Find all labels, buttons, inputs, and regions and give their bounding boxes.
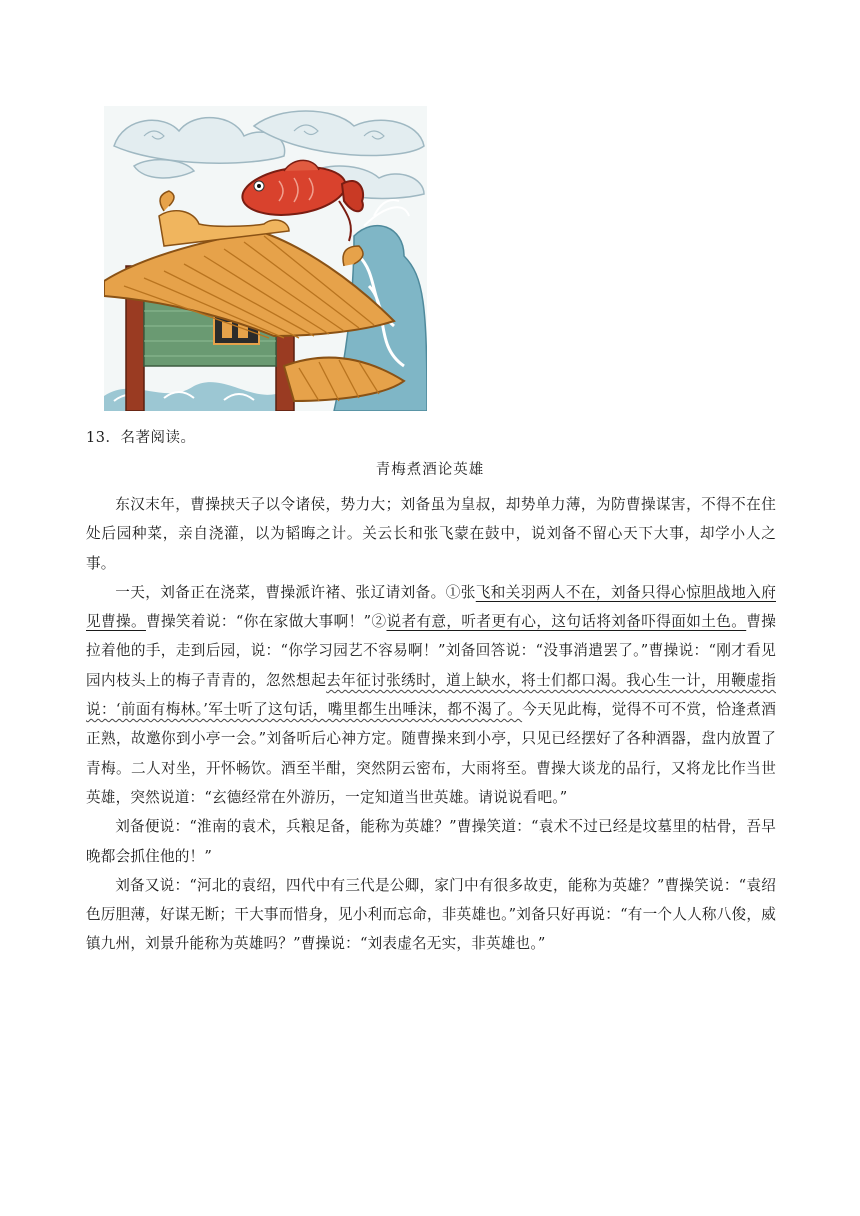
paragraph-2 [86, 578, 776, 812]
wavy-underlined-passage: 去年征讨张绣时，道上缺水，将士们都口渴。我心生一计，用鞭虚指说：‘前面有梅林。’军士听了这句话，嘴里都生出唾沫，都不渴了。 [86, 671, 776, 719]
paragraph-3: 刘备便说：“淮南的袁术，兵粮足备，能称为英雄？”曹操笑道：“袁术不过已经是坟墓里的枯骨，吾早晚都会抓住他的！” [86, 818, 776, 865]
illustration [104, 106, 427, 411]
article-body [86, 490, 776, 959]
underlined-sentence-1: 飞和关羽两人不在，刘备只得心惊胆战地入府见曹操。 [86, 583, 776, 631]
article-title: 青梅煮酒论英雄 [375, 462, 485, 478]
sentence-text: 曹操笑着说：“你在家做大事啊！”② [145, 613, 387, 631]
carp-dragon-gate-icon [104, 106, 427, 411]
question-number: 13．名著阅读。 [86, 430, 196, 446]
paragraph-1: 东汉末年，曹操挟天子以令诸侯，势力大；刘备虽为皇叔，却势单力薄，为防曹操谋害，不得不在住处后园种菜，亲自浇灌，以为韬晦之计。关云长和张飞蒙在鼓中，说刘备不留心天下大事，却学小人之事。 [86, 496, 776, 572]
sentence-text: 曹操拉着他的手，走到后园，说：“你学习园艺不容易啊！”刘备回答说：“没事消遣罢了。”曹操说：“刚才看见园内枝头上的梅子青青的，忽然想起 [86, 613, 776, 689]
underlined-sentence-2: 说者有意，听者更有心，这句话将刘备吓得面如土色。 [386, 613, 747, 631]
sentence-text: 一天，刘备正在浇菜，曹操派许褚、张辽请刘备。①张 [115, 583, 476, 601]
paragraph-4: 刘备又说：“河北的袁绍，四代中有三代是公卿，家门中有很多故吏，能称为英雄？”曹操笑说：“袁绍色厉胆薄，好谋无断；干大事而惜身，见小利而忘命，非英雄也。”刘备只好再说：“有一个人人称八俊，威镇九州，刘景升能称为英雄吗？”曹操说：“刘表虚名无实，非英雄也。” [86, 876, 776, 953]
sentence-text: 今天见此梅，觉得不可不赏，恰逢煮酒正熟，故邀你到小亭一会。”刘备听后心神方定。随曹操来到小亭，只见已经摆好了各种酒器，盘内放置了青梅。二人对坐，开怀畅饮。酒至半酣，突然阴云密布，大雨将至。曹操大谈龙的品行，又将龙比作当世英雄，突然说道：“玄德经常在外游历，一定知道当世英雄。请说说看吧。” [86, 701, 776, 806]
